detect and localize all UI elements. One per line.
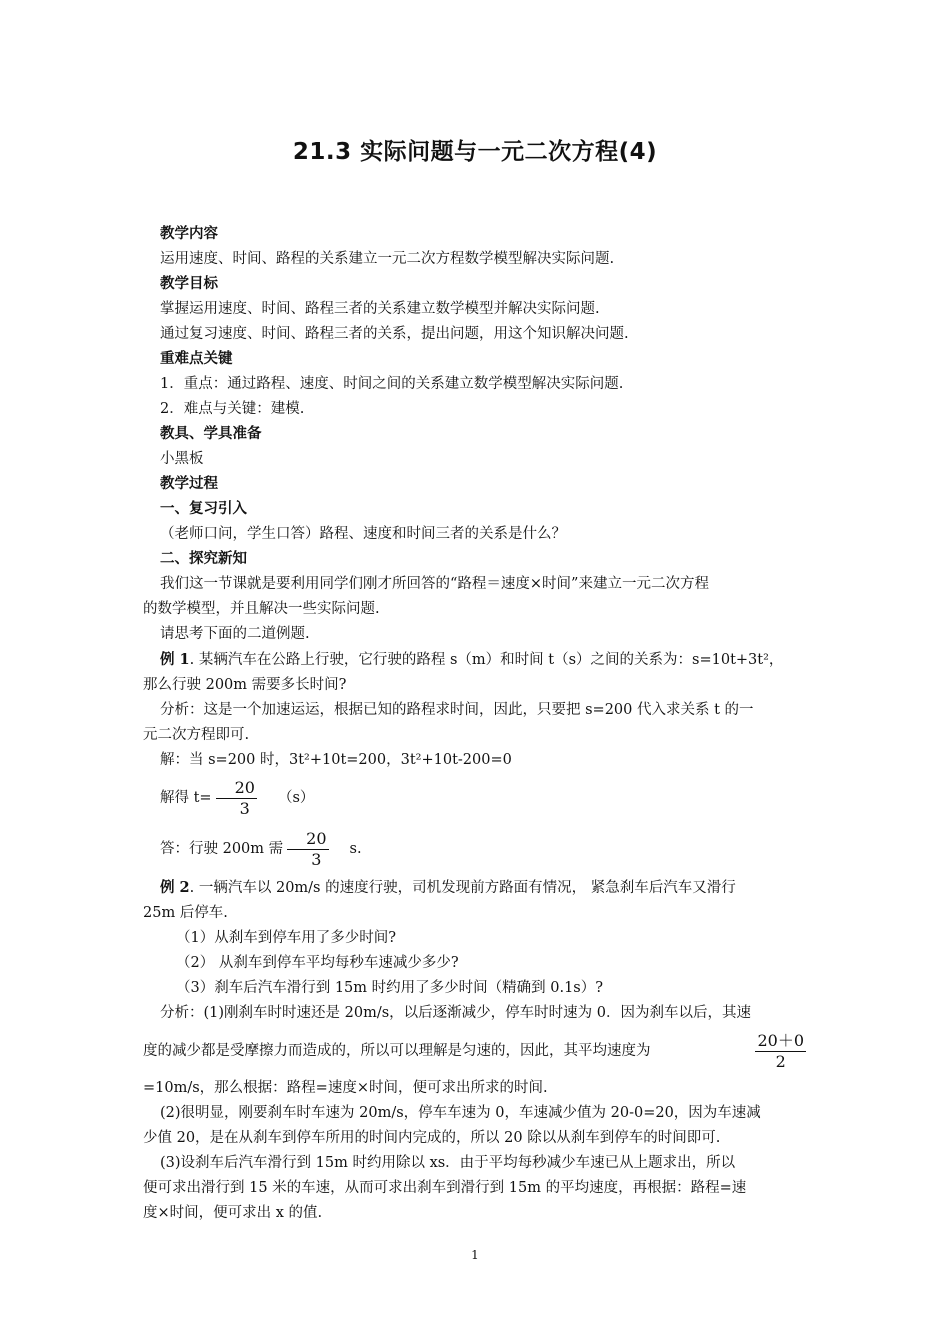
key-text-1: 1．重点：通过路程、速度、时间之间的关系建立数学模型解决实际问题.: [160, 376, 624, 392]
document-body: [143, 222, 810, 1226]
explore-text-1: 我们这一节课就是要利用同学们刚才所回答的“路程＝速度×时间”来建立一元二次方程: [160, 576, 709, 592]
page-number: 1: [471, 1248, 479, 1262]
example-1-statement: [143, 647, 810, 673]
tools-text: 小黑板: [160, 451, 204, 467]
section-heading-process: 教学过程: [160, 476, 218, 492]
result-suffix: （s）: [277, 789, 315, 806]
example-2-line-1: . 一辆汽车以 20m/s 的速度行驶，司机发现前方路面有情况， 紧急刹车后汽车又滑行: [189, 880, 736, 896]
example-2-question-2: （2） 从刹车到停车平均每秒车速减少多少?: [176, 955, 459, 971]
example-2-statement: [143, 875, 810, 901]
example-1-solution: 解：当 s=200 时，3t²+10t=200，3t²+10t-200=0: [160, 752, 512, 768]
answer-fraction: [287, 829, 328, 870]
answer-suffix: s.: [349, 840, 362, 857]
example-1-line-2: 那么行驶 200m 需要多长时间?: [143, 677, 347, 693]
example-2-line-2: 25m 后停车.: [143, 905, 228, 921]
content-text: 运用速度、时间、路程的关系建立一元二次方程数学模型解决实际问题.: [160, 251, 615, 267]
section-heading-content: 教学内容: [160, 226, 218, 242]
result-prefix: 解得 t=: [160, 789, 212, 806]
example-2-label: 例 2: [160, 879, 190, 896]
answer-prefix: 答：行驶 200m 需: [160, 840, 284, 857]
example-1-line-1: . 某辆汽车在公路上行驶，它行驶的路程 s（m）和时间 t（s）之间的关系为：s=10t+3t²，: [189, 652, 784, 668]
example-2-analysis-2b: 少值 20，是在从刹车到停车所用的时间内完成的，所以 20 除以从刹车到停车的时间即可.: [143, 1130, 721, 1146]
example-1-analysis-1: 分析：这是一个加速运运，根据已知的路程求时间，因此，只要把 s=200 代入求关系 t 的一: [160, 702, 754, 718]
example-2-analysis-3c: 度×时间，便可求出 x 的值.: [143, 1205, 323, 1221]
average-speed-fraction: [755, 1031, 806, 1072]
explore-text-2: 的数学模型，并且解决一些实际问题.: [143, 601, 380, 617]
section-heading-tools: 教具、学具准备: [160, 426, 262, 442]
example-1-answer: [143, 823, 810, 875]
example-2-analysis-3b: 便可求出滑行到 15 米的车速，从而可求出刹车到滑行到 15m 的平均速度，再根据：路程=速: [143, 1180, 747, 1196]
average-speed-denominator: 2: [775, 1051, 786, 1071]
example-2-analysis-2a: (2)很明显，刚要刹车时车速为 20m/s，停车车速为 0，车速减少值为 20-0=20，因为车速减: [160, 1105, 761, 1121]
section-heading-review: 一、复习引入: [160, 501, 247, 517]
example-2-analysis-1a: 分析：(1)刚刹车时时速还是 20m/s，以后逐渐减少，停车时时速为 0．因为刹车以后，其速: [160, 1005, 752, 1021]
example-2-analysis-1c: =10m/s，那么根据：路程=速度×时间，便可求出所求的时间.: [143, 1080, 548, 1096]
example-2-analysis-1b: [143, 1026, 810, 1076]
result-numerator: 20: [216, 778, 257, 799]
answer-denominator: 3: [311, 849, 322, 869]
page-title: 21.3 实际问题与一元二次方程(4): [292, 139, 658, 165]
result-fraction: [216, 778, 257, 819]
answer-numerator: 20: [287, 829, 328, 850]
example-2-analysis-3a: (3)设刹车后汽车滑行到 15m 时约用除以 xs．由于平均每秒减少车速已从上题求出，所以: [160, 1155, 736, 1171]
example-2-question-1: （1）从刹车到停车用了多少时间?: [176, 930, 396, 946]
section-heading-goal: 教学目标: [160, 276, 218, 292]
example-2-question-3: （3）刹车后汽车滑行到 15m 时约用了多少时间（精确到 0.1s）?: [176, 980, 604, 996]
result-denominator: 3: [239, 798, 250, 818]
section-heading-key: 重难点关键: [160, 351, 233, 367]
analysis-1b-text: 度的减少都是受摩擦力而造成的，所以可以理解是匀速的，因此，其平均速度为: [143, 1042, 651, 1059]
review-text: （老师口问，学生口答）路程、速度和时间三者的关系是什么？: [160, 526, 566, 542]
average-speed-numerator: 20＋0: [757, 1030, 804, 1050]
example-1-analysis-2: 元二次方程即可.: [143, 727, 250, 743]
key-text-2: 2．难点与关键：建模.: [160, 401, 305, 417]
example-1-label: 例 1: [160, 651, 190, 668]
example-1-result: [143, 773, 810, 823]
explore-text-3: 请思考下面的二道例题.: [160, 626, 310, 642]
goal-text-2: 通过复习速度、时间、路程三者的关系，提出问题，用这个知识解决问题.: [160, 326, 629, 342]
goal-text-1: 掌握运用速度、时间、路程三者的关系建立数学模型并解决实际问题.: [160, 301, 600, 317]
section-heading-explore: 二、探究新知: [160, 551, 247, 567]
